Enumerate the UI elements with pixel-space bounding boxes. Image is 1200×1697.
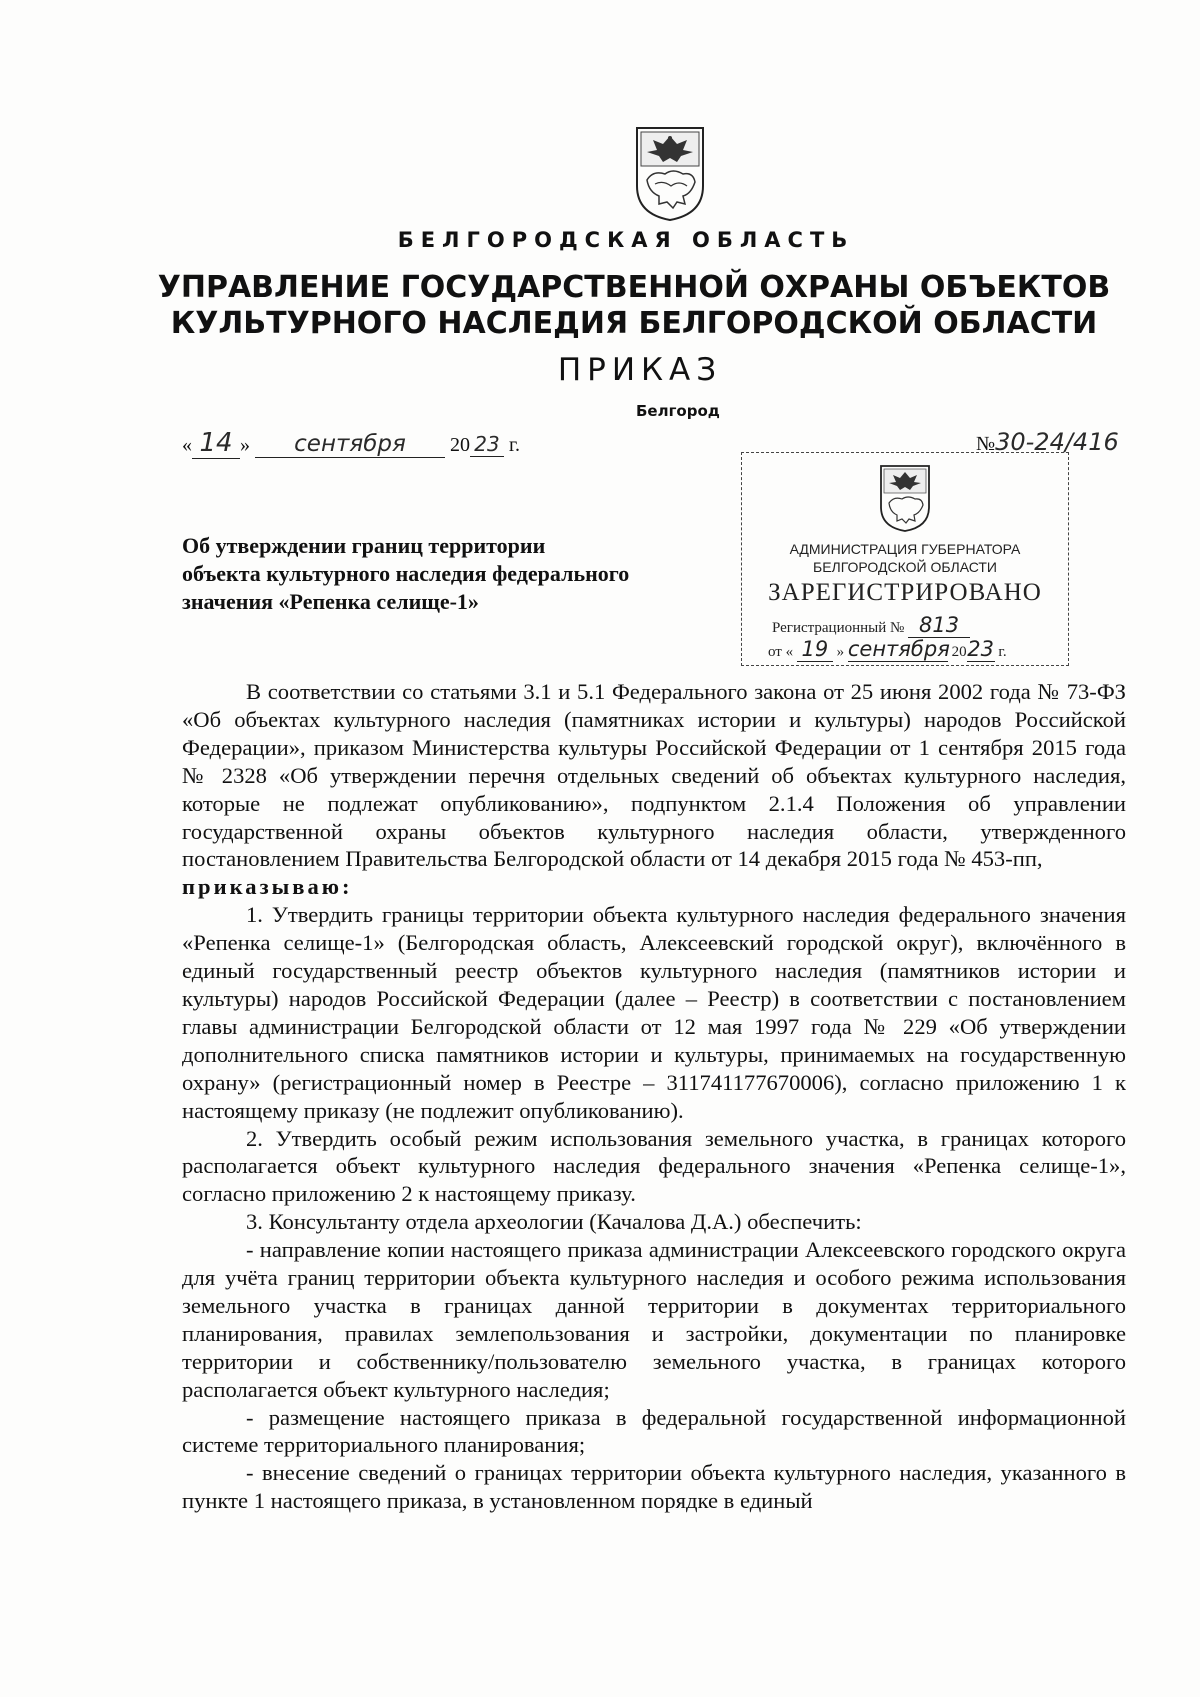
document-type: ПРИКАЗ: [557, 352, 723, 388]
order-date: « 14 » сентября 20 23 г.: [182, 428, 520, 458]
stamp-registration-number: Регистрационный № 813: [772, 613, 970, 638]
order-subject: [182, 532, 702, 616]
stamp-coat-of-arms-icon: [878, 463, 932, 533]
order-number-value: 30-24/416: [995, 428, 1119, 456]
stamp-authority-line-2: БЕЛГОРОДСКОЙ ОБЛАСТИ: [813, 559, 997, 575]
date-month: сентября: [255, 431, 445, 458]
order-item-3: 3. Консультанту отдела археологии (Качалова Д.А.) обеспечить:: [246, 1209, 862, 1235]
order-number: №30-24/416: [976, 428, 1119, 456]
order-body: [182, 678, 1126, 1515]
date-year: 23: [470, 432, 504, 457]
order-item-3-c: - внесение сведений о границах территории объекта культурного наследия, указанного в пункте 1 настоящего приказа, в установленном порядке в единый: [182, 1460, 1126, 1514]
coat-of-arms-icon: [633, 124, 707, 222]
order-item-3-a: - направление копии настоящего приказа администрации Алексеевского городского округа для учёта границ территории объекта культурного наследия и особого режима использования земельного участка в границах данной территории в документах территориального планирования, правилах землепользования и застройки, документации по планировке территории и собственнику/пользователю земельного участка, в границах которого располагается объект культурного наследия;: [182, 1237, 1126, 1402]
registration-stamp: [741, 452, 1069, 666]
region-name: БЕЛГОРОДСКАЯ ОБЛАСТЬ: [397, 228, 855, 252]
subject-line-2: объекта культурного наследия федерального: [182, 561, 630, 586]
preamble-paragraph: В соответствии со статьями 3.1 и 5.1 Федерального закона от 25 июня 2002 года № 73-ФЗ «Об объектах культурного наследия (памятниках истории и культуры) народов Российской Федерации», приказом Министерства культуры Российской Федерации от 1 сентября 2015 года № 2328 «Об утверждении перечня отдельных сведений об объектах культурного наследия, которые не подлежат опубликованию», подпунктом 2.1.4 Положения об управлении государственной охраны объектов культурного наследия области, утвержденного постановлением Правительства Белгородской области от 14 декабря 2015 года № 453-пп,: [182, 679, 1126, 872]
order-item-1: 1. Утвердить границы территории объекта культурного наследия федерального значения «Репенка селище-1» (Белгородская область, Алексеевский городской округ), включённого в единый государственный реестр объектов культурного наследия (памятников истории и культуры) народов Российской Федерации (далее – Реестр) в соответствии с постановлением главы администрации Белгородской области от 12 мая 1997 года № 229 «Об утверждении дополнительного списка памятников истории и культуры, принимаемых на государственную охрану» (регистрационный номер в Реестре – 311741177670006), согласно приложению 1 к настоящему приказу (не подлежит опубликованию).: [182, 902, 1126, 1123]
agency-name-line-1: УПРАВЛЕНИЕ ГОСУДАРСТВЕННОЙ ОХРАНЫ ОБЪЕКТОВ: [157, 270, 1111, 305]
order-item-3-b: - размещение настоящего приказа в федеральной государственной информационной системе территориального планирования;: [182, 1404, 1126, 1458]
stamp-authority-line-1: АДМИНИСТРАЦИЯ ГУБЕРНАТОРА: [789, 541, 1021, 557]
date-day: 14: [192, 428, 240, 459]
subject-line-3: значения «Репенка селище-1»: [182, 589, 479, 614]
subject-line-1: Об утверждении границ территории: [182, 533, 546, 558]
agency-name-line-2: КУЛЬТУРНОГО НАСЛЕДИЯ БЕЛГОРОДСКОЙ ОБЛАСТИ: [170, 306, 1098, 341]
order-word: приказываю:: [182, 874, 353, 900]
order-item-2: 2. Утвердить особый режим использования земельного участка, в границах которого располагается объект культурного наследия федерального значения «Репенка селище-1», согласно приложению 2 к настоящему приказу.: [182, 1125, 1126, 1207]
stamp-status: ЗАРЕГИСТРИРОВАНО: [768, 579, 1042, 606]
city-name: Белгород: [636, 402, 720, 420]
stamp-registration-date: от « 19 » сентября 2023 г.: [768, 637, 1007, 661]
